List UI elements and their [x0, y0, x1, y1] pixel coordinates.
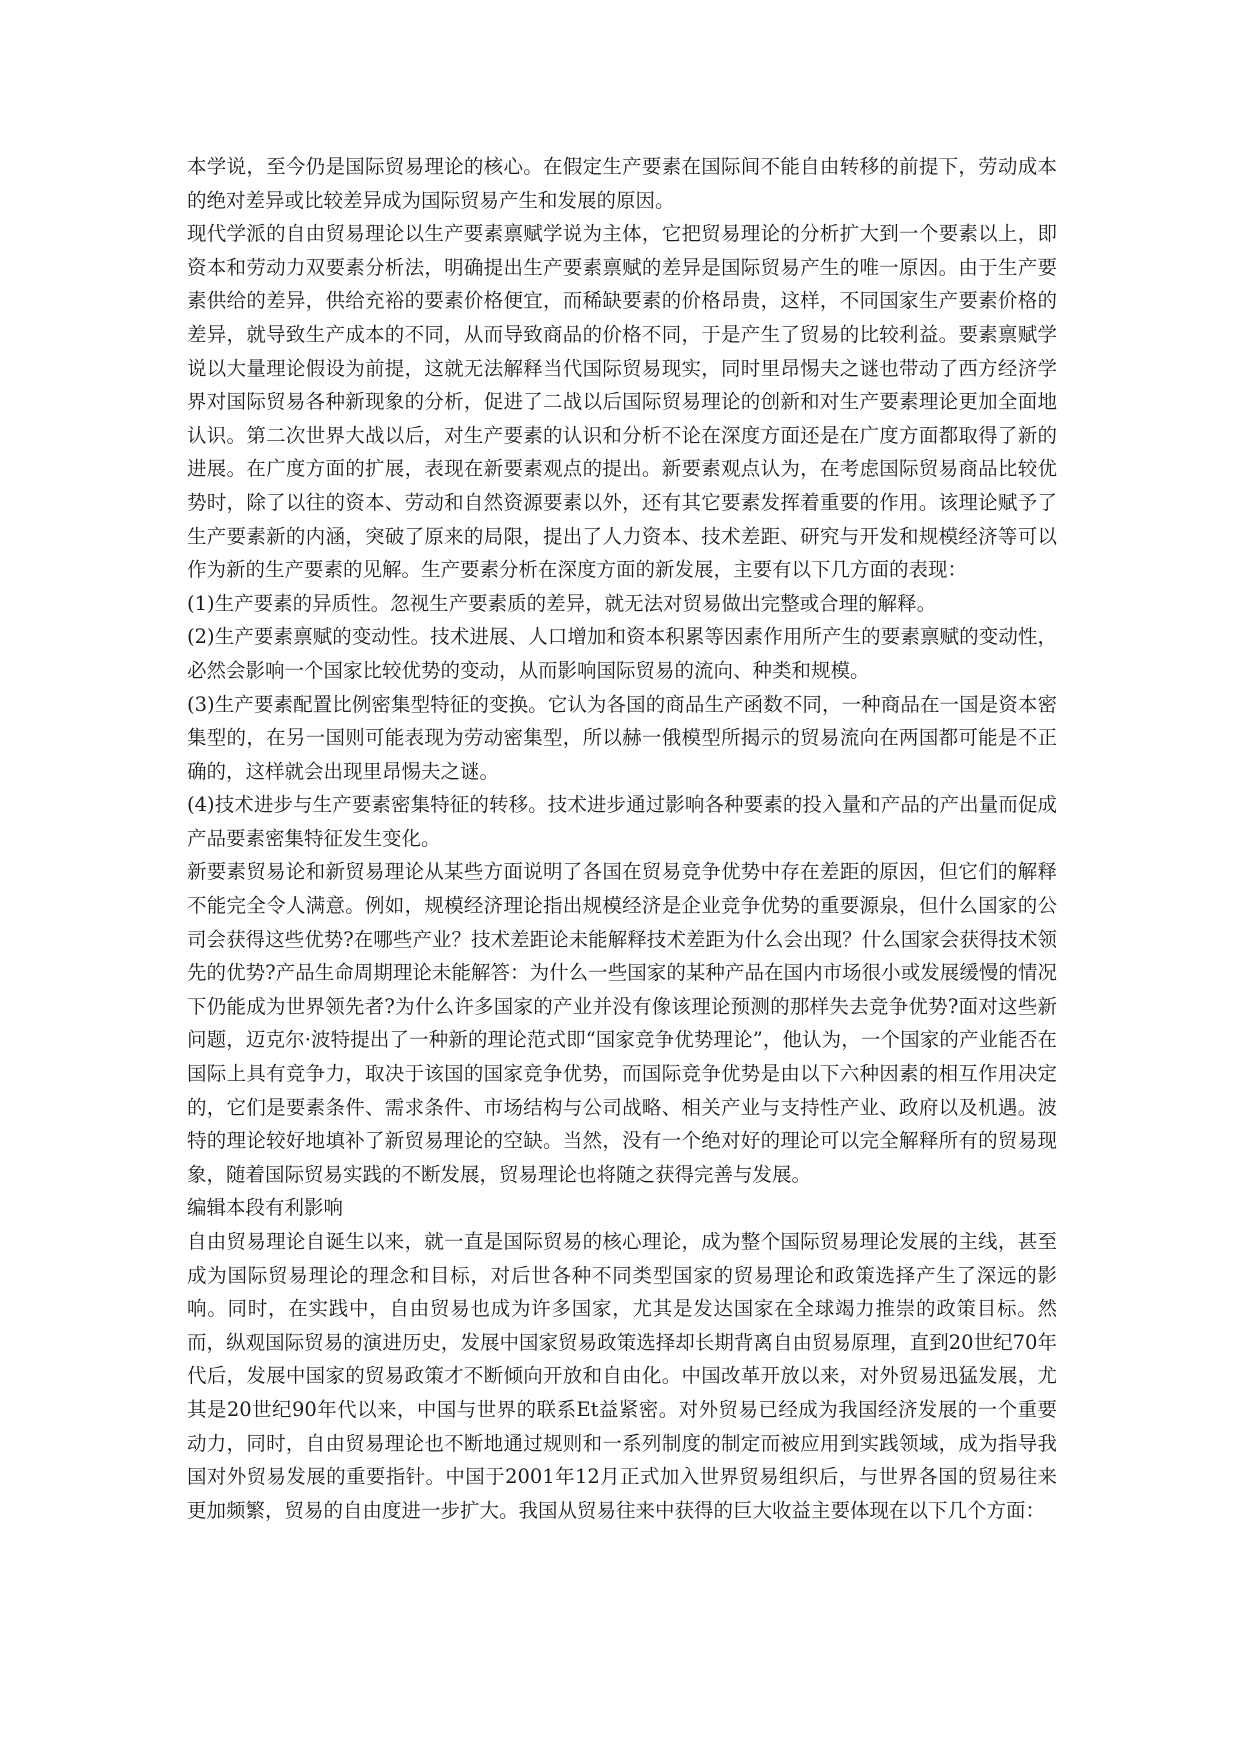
paragraph-point-2: (2)生产要素禀赋的变动性。技术进展、人口增加和资本积累等因素作用所产生的要素禀赋的变动性，必然会影响一个国家比较优势的变动，从而影响国际贸易的流向、种类和规模。 — [187, 625, 1057, 682]
section-heading-favorable-impact: 编辑本段有利影响 — [187, 1196, 344, 1220]
paragraph-point-3: (3)生产要素配置比例密集型特征的变换。它认为各国的商品生产函数不同，一种商品在一国是资本密集型的，在另一国则可能表现为劳动密集型，所以赫一俄模型所揭示的贸易流向在两国都可能是不正确的，这样就会出现里昂惕夫之谜。 — [187, 692, 1057, 783]
paragraph-free-trade-impact: 自由贸易理论自诞生以来，就一直是国际贸易的核心理论，成为整个国际贸易理论发展的主线，甚至成为国际贸易理论的理念和目标，对后世各种不同类型国家的贸易理论和政策选择产生了深远的影响。同时，在实践中，自由贸易也成为许多国家，尤其是发达国家在全球竭力推崇的政策目标。然而，纵观国际贸易的演进历史，发展中国家贸易政策选择却长期背离自由贸易原理，直到20世纪70年代后，发展中国家的贸易政策才不断倾向开放和自由化。中国改革开放以来，对外贸易迅猛发展，尤其是20世纪90年代以来，中国与世界的联系Et益紧密。对外贸易已经成为我国经济发展的一个重要动力，同时，自由贸易理论也不断地通过规则和一系列制度的制定而被应用到实践领域，成为指导我国对外贸易发展的重要指针。中国于2001年12月正式加入世界贸易组织后，与世界各国的贸易往来更加频繁，贸易的自由度进一步扩大。我国从贸易往来中获得的巨大收益主要体现在以下几个方面： — [187, 1230, 1057, 1522]
paragraph-point-1: (1)生产要素的异质性。忽视生产要素质的差异，就无法对贸易做出完整或合理的解释。 — [187, 591, 937, 615]
paragraph-theory-core: 本学说，至今仍是国际贸易理论的核心。在假定生产要素在国际间不能自由转移的前提下，劳动成本的绝对差异或比较差异成为国际贸易产生和发展的原因。 — [187, 155, 1057, 212]
document-body — [187, 150, 1057, 1527]
paragraph-modern-school: 现代学派的自由贸易理论以生产要素禀赋学说为主体，它把贸易理论的分析扩大到一个要素以上，即资本和劳动力双要素分析法，明确提出生产要素禀赋的差异是国际贸易产生的唯一原因。由于生产要素供给的差异，供给充裕的要素价格便宜，而稀缺要素的价格昂贵，这样，不同国家生产要素价格的差异，就导致生产成本的不同，从而导致商品的价格不同，于是产生了贸易的比较利益。要素禀赋学说以大量理论假设为前提，这就无法解释当代国际贸易现实，同时里昂惕夫之谜也带动了西方经济学界对国际贸易各种新现象的分析，促进了二战以后国际贸易理论的创新和对生产要素理论更加全面地认识。第二次世界大战以后，对生产要素的认识和分析不论在深度方面还是在广度方面都取得了新的进展。在广度方面的扩展，表现在新要素观点的提出。新要素观点认为，在考虑国际贸易商品比较优势时，除了以往的资本、劳动和自然资源要素以外，还有其它要素发挥着重要的作用。该理论赋予了生产要素新的内涵，突破了原来的局限，提出了人力资本、技术差距、研究与开发和规模经济等可以作为新的生产要素的见解。生产要素分析在深度方面的新发展，主要有以下几方面的表现： — [187, 222, 1057, 582]
paragraph-new-trade-theory: 新要素贸易论和新贸易理论从某些方面说明了各国在贸易竞争优势中存在差距的原因，但它们的解释不能完全令人满意。例如，规模经济理论指出规模经济是企业竞争优势的重要源泉，但什么国家的公司会获得这些优势?在哪些产业？技术差距论未能解释技术差距为什么会出现？什么国家会获得技术领先的优势?产品生命周期理论未能解答：为什么一些国家的某种产品在国内市场很小或发展缓慢的情况下仍能成为世界领先者?为什么许多国家的产业并没有像该理论预测的那样失去竞争优势?面对这些新问题，迈克尔·波特提出了一种新的理论范式即“国家竞争优势理论”，他认为，一个国家的产业能否在国际上具有竞争力，取决于该国的国家竞争优势，而国际竞争优势是由以下六种因素的相互作用决定的，它们是要素条件、需求条件、市场结构与公司战略、相关产业与支持性产业、政府以及机遇。波特的理论较好地填补了新贸易理论的空缺。当然，没有一个绝对好的理论可以完全解释所有的贸易现象，随着国际贸易实践的不断发展，贸易理论也将随之获得完善与发展。 — [187, 860, 1057, 1186]
paragraph-point-4: (4)技术进步与生产要素密集特征的转移。技术进步通过影响各种要素的投入量和产品的产出量而促成产品要素密集特征发生变化。 — [187, 793, 1057, 850]
